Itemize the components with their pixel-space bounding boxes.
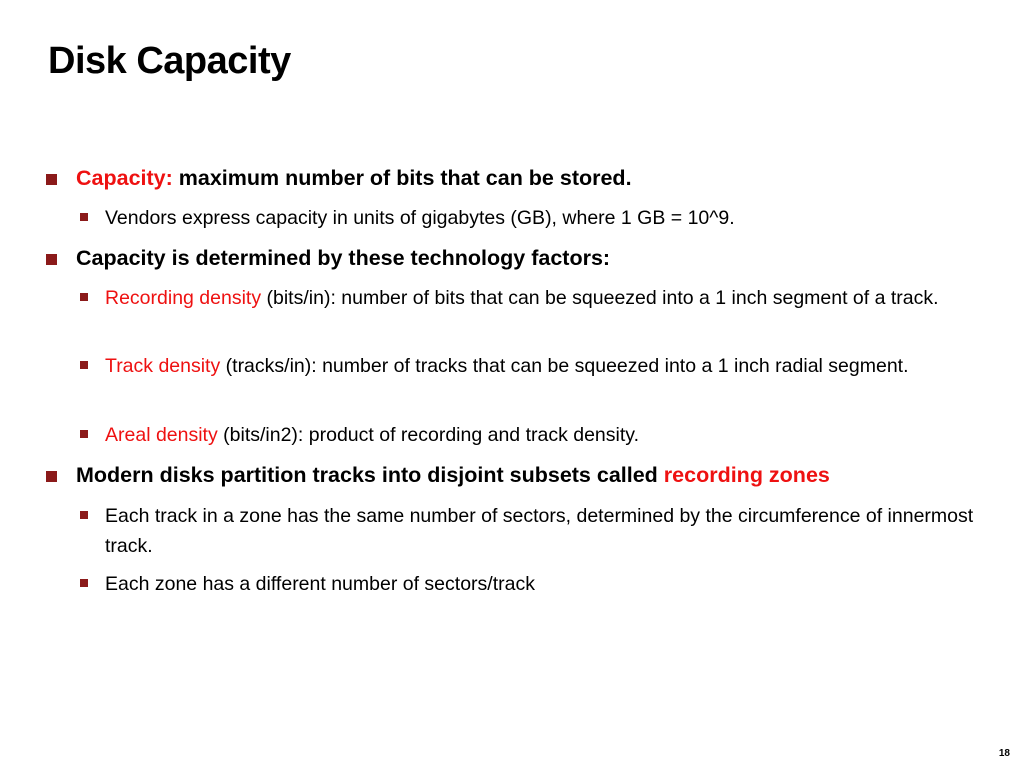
- square-bullet-icon: [46, 254, 57, 265]
- bullet-text: (tracks/in): number of tracks that can be squeezed into a 1 inch radial segment.: [220, 355, 909, 377]
- slide-title: Disk Capacity: [48, 40, 291, 82]
- bullet-term: Recording density: [105, 287, 262, 309]
- sub-bullet-recording-density: [105, 283, 985, 313]
- bullet-text: Each zone has a different number of sectors/track: [105, 573, 535, 595]
- square-bullet-icon: [80, 579, 88, 587]
- bullet-text: Each track in a zone has the same number of sectors, determined by the circumference of innermost track.: [105, 505, 974, 557]
- square-bullet-icon: [80, 213, 88, 221]
- sub-bullet-zone-sectors: [105, 501, 985, 561]
- bullet-text: (bits/in2): product of recording and track density.: [217, 424, 639, 446]
- bullet-term: Capacity:: [76, 166, 173, 190]
- bullet-term: Areal density: [105, 424, 218, 446]
- bullet-text: maximum number of bits that can be stored.: [172, 166, 632, 190]
- sub-bullet-areal-density: [105, 420, 985, 450]
- square-bullet-icon: [80, 430, 88, 438]
- bullet-term: recording zones: [663, 463, 830, 487]
- bullet-capacity: [76, 166, 632, 191]
- bullet-technology-factors: [76, 246, 610, 271]
- square-bullet-icon: [80, 361, 88, 369]
- square-bullet-icon: [80, 511, 88, 519]
- bullet-text: Capacity is determined by these technology factors:: [76, 246, 611, 270]
- square-bullet-icon: [46, 471, 57, 482]
- square-bullet-icon: [46, 174, 57, 185]
- bullet-term: Track density: [105, 355, 221, 377]
- sub-bullet-track-density: [105, 351, 985, 381]
- sub-bullet-different-sectors: [105, 569, 985, 599]
- bullet-text: Modern disks partition tracks into disjoint subsets called: [76, 463, 664, 487]
- bullet-recording-zones: [76, 463, 830, 488]
- sub-bullet-vendors-gb: [105, 203, 985, 233]
- bullet-text: (bits/in): number of bits that can be squeezed into a 1 inch segment of a track.: [261, 287, 939, 309]
- bullet-text: Vendors express capacity in units of gigabytes (GB), where 1 GB = 10^9.: [105, 207, 735, 229]
- page-number: 18: [998, 748, 1010, 759]
- square-bullet-icon: [80, 293, 88, 301]
